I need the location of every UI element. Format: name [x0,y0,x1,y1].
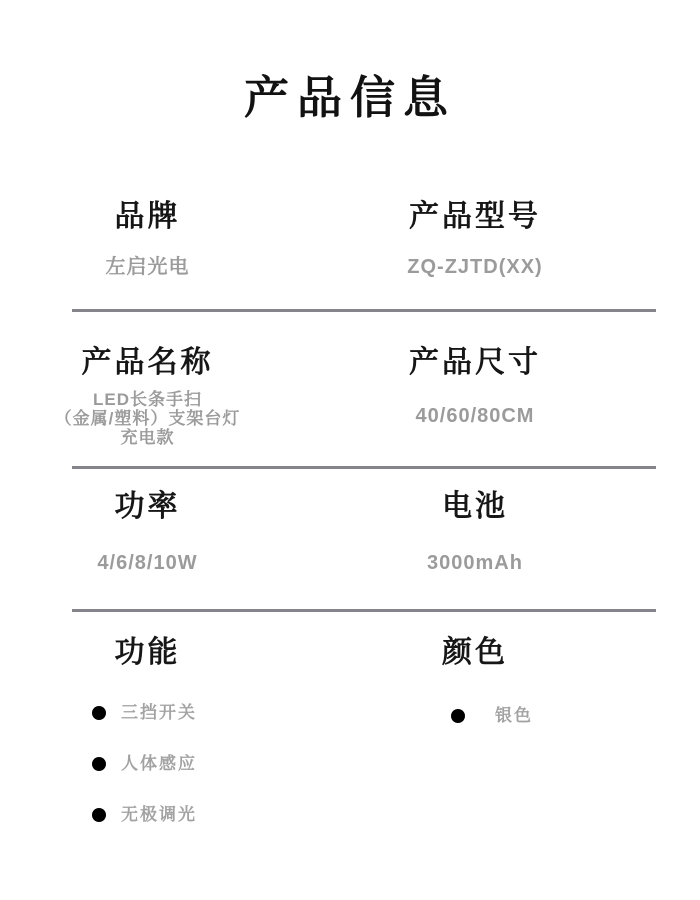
color-item-text: 银色 [495,705,533,725]
feature-item-text: 三挡开关 [121,702,197,722]
color-label: 颜色 [442,635,508,669]
product-name-label: 产品名称 [81,345,214,379]
product-name-line-3: 充电款 [120,427,175,447]
spec-row-features-color [0,636,655,856]
bullet-dot-icon [92,808,106,822]
product-name-line-1: LED长条手扫 [92,389,202,409]
battery-value: 3000mAh [427,551,523,574]
feature-item [92,754,197,774]
divider-2 [72,466,656,469]
spec-cell-battery [295,490,655,574]
brand-label: 品牌 [114,199,181,233]
feature-item [92,703,197,723]
spec-row-power-battery [0,490,655,574]
brand-value: 左启光电 [105,255,190,278]
size-value: 40/60/80CM [415,404,535,427]
spec-row-name-size [0,346,655,447]
features-list [92,703,197,856]
divider-1 [72,309,656,312]
spec-cell-color [295,636,655,856]
spec-cell-brand [0,200,295,278]
page-title: 产品信息 [243,72,456,123]
battery-label: 电池 [442,489,508,523]
color-list [451,706,533,757]
bullet-dot-icon [451,709,465,723]
feature-item [92,805,197,825]
spec-cell-power [0,490,295,574]
model-label: 产品型号 [409,199,541,233]
spec-row-brand-model [0,200,655,278]
product-name-line-2: （金属/塑料）支架台灯 [54,408,241,428]
power-value: 4/6/8/10W [97,551,198,574]
color-item [451,706,533,726]
spec-cell-model [295,200,655,278]
spec-cell-features [0,636,295,856]
features-label: 功能 [114,635,181,669]
bullet-dot-icon [92,757,106,771]
spec-cell-product-name [0,346,295,447]
spec-cell-size [295,346,655,447]
feature-item-text: 人体感应 [121,753,197,773]
product-name-value [55,390,241,447]
power-label: 功率 [114,489,181,523]
feature-item-text: 无极调光 [121,804,197,824]
model-value: ZQ-ZJTD(XX) [407,255,543,278]
size-label: 产品尺寸 [409,345,541,379]
bullet-dot-icon [92,706,106,720]
divider-3 [72,609,656,612]
